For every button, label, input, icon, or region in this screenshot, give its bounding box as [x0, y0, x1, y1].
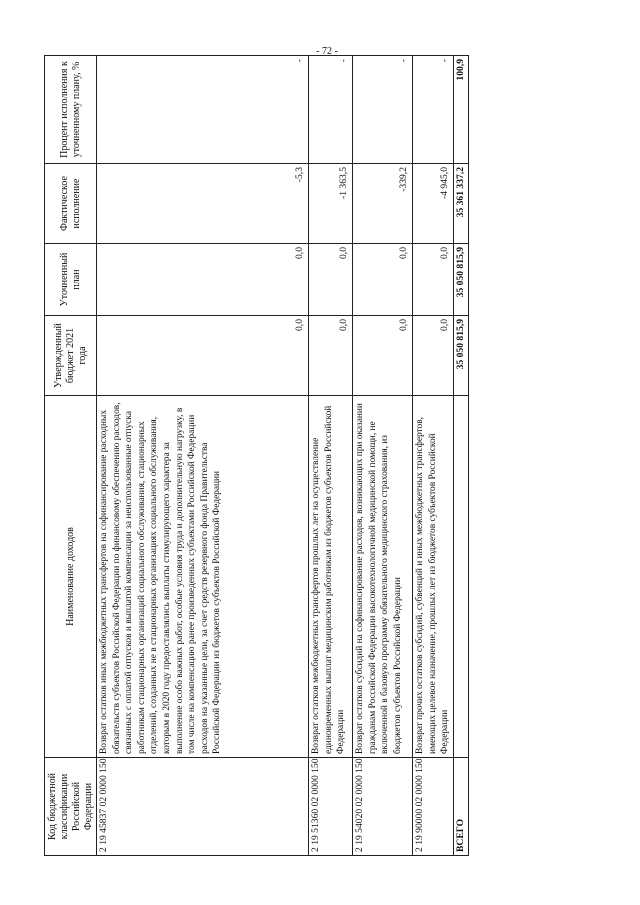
row-code: 2 19 51360 02 0000 150 [309, 758, 353, 856]
total-refined: 35 050 815,9 [453, 244, 469, 316]
table-row [309, 56, 353, 856]
table-row [413, 56, 454, 856]
row-actual: -1 363,5 [309, 164, 353, 244]
row-refined: 0,0 [413, 244, 454, 316]
row-percent: - [353, 56, 413, 164]
row-actual: -5,3 [97, 164, 309, 244]
total-actual: 35 361 337,2 [453, 164, 469, 244]
table-row [353, 56, 413, 856]
row-refined: 0,0 [353, 244, 413, 316]
row-name: Возврат остатков субсидий на софинансирование расходов, возникающих при оказании гражданам Российской Федерации высокотехнологичной медицинской помощи, не включенной в базовую программу обязательного медицинского страхования, из бюджетов субъектов Российской Федерации [353, 396, 413, 758]
total-percent: 100,9 [453, 56, 469, 164]
row-code: 2 19 54020 02 0000 150 [353, 758, 413, 856]
header-percent: Процент исполнения к уточненному плану, % [45, 56, 97, 164]
page-number: - 72 - [316, 46, 338, 57]
header-actual: Фактическое исполнение [45, 164, 97, 244]
row-code: 2 19 90000 02 0000 150 [413, 758, 454, 856]
row-approved: 0,0 [353, 316, 413, 396]
row-code: 2 19 45837 02 0000 150 [97, 758, 309, 856]
row-name: Возврат остатков межбюджетных трансфертов прошлых лет на осуществление единовременных выплат медицинским работникам из бюджетов субъектов Российской Федерации [309, 396, 353, 758]
table-header-row [45, 56, 97, 856]
row-percent: - [309, 56, 353, 164]
revenue-table [44, 55, 469, 856]
table-row [97, 56, 309, 856]
row-percent: - [413, 56, 454, 164]
row-approved: 0,0 [413, 316, 454, 396]
total-row [453, 56, 469, 856]
row-actual: -4 945,0 [413, 164, 454, 244]
row-refined: 0,0 [309, 244, 353, 316]
row-name: Возврат прочих остатков субсидий, субвенций и иных межбюджетных трансфертов, имеющих целевое назначение, прошлых лет из бюджетов субъектов Российской Федерации [413, 396, 454, 758]
header-approved: Утвержденный бюджет 2021 года [45, 316, 97, 396]
total-label: ВСЕГО [453, 758, 469, 856]
row-refined: 0,0 [97, 244, 309, 316]
row-name: Возврат остатков иных межбюджетных трансфертов на софинансирование расходных обязательств субъектов Российской Федерации по финансовому обеспечению расходов, связанных с оплатой отпусков и выплатой компенсации за неиспользованные отпуска работникам стационарных организаций социального обслуживания, стационарных отделений, созданных не в стационарных организациях социального обслуживания, которым в 2020 году предоставлялись выплаты стимулирующего характера за выполнение особо важных работ, особые условия труда и дополнительную нагрузку, в том числе на компенсацию ранее произведенных субъектами Российской Федерации расходов на указанные цели, за счет средств резервного фонда Правительства Российской Федерации из бюджетов субъектов Российской Федерации [97, 396, 309, 758]
row-approved: 0,0 [309, 316, 353, 396]
total-approved: 35 050 815,9 [453, 316, 469, 396]
row-actual: -339,2 [353, 164, 413, 244]
header-name: Наименование доходов [45, 396, 97, 758]
rotated-table-container [44, 56, 464, 856]
row-approved: 0,0 [97, 316, 309, 396]
header-refined: Уточненный план [45, 244, 97, 316]
row-percent: - [97, 56, 309, 164]
total-name-blank [453, 396, 469, 758]
header-code: Код бюджетной классификации Российской Федерации [45, 758, 97, 856]
